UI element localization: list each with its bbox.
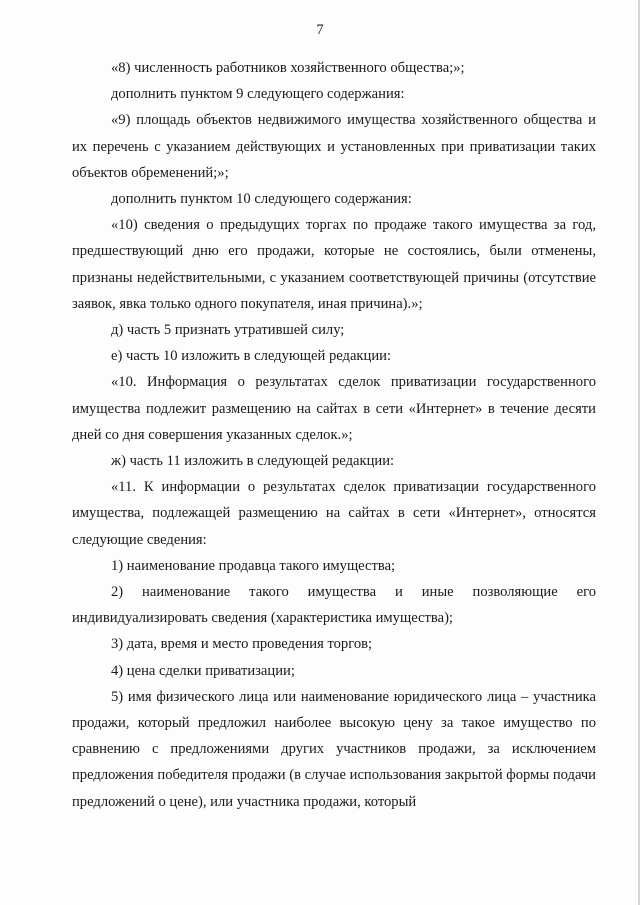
paragraph-add-item-9: дополнить пунктом 9 следующего содержания:: [111, 86, 405, 103]
list-item-5: 5) имя физического лица или наименование юридического лица – участника продажи, который предложил наиболее высокую цену за такое имущество по сравнению с предложениями других участников продажи, за исключением предложения победителя продажи (в случае использования закрытой формы подачи предложений о цене), или участника продажи, который: [72, 688, 596, 810]
paragraph-part-11-text: «11. К информации о результатах сделок приватизации государственного имущества, подлежащей размещению на сайтах в сети «Интернет», относятся следующие сведения:: [72, 479, 596, 548]
paragraph-part-10-text: «10. Информация о результатах сделок приватизации государственного имущества подлежит размещению на сайтах в сети «Интернет» в течение десяти дней со дня совершения указанных сделок.»;: [72, 374, 596, 443]
paragraph-item-10: «10) сведения о предыдущих торгах по продаже такого имущества за год, предшествующий дню его продажи, которые не состоялись, были отменены, признаны недействительными, с указанием соответствующей причины (отсутствие заявок, явка только одного покупателя, иная причина).»;: [72, 217, 596, 312]
paragraph-part-10-intro: е) часть 10 изложить в следующей редакции:: [111, 348, 392, 365]
paragraph-part-11-intro: ж) часть 11 изложить в следующей редакции:: [111, 453, 395, 470]
list-item-4: 4) цена сделки приватизации;: [111, 662, 295, 679]
paragraph-part-5: д) часть 5 признать утратившей силу;: [111, 322, 345, 339]
list-item-2: 2) наименование такого имущества и иные позволяющие его индивидуализировать сведения (характеристика имущества);: [72, 584, 596, 627]
list-item-3: 3) дата, время и место проведения торгов;: [111, 636, 373, 653]
page-number: 7: [316, 22, 324, 38]
document-body: [72, 55, 596, 815]
paragraph-item-8: «8) численность работников хозяйственного общества;»;: [111, 60, 465, 76]
paragraph-item-9: «9) площадь объектов недвижимого имущества хозяйственного общества и их перечень с указанием действующих и установленных при приватизации таких объектов обременений;»;: [72, 112, 596, 181]
list-item-1: 1) наименование продавца такого имущества;: [111, 557, 396, 574]
paragraph-add-item-10: дополнить пунктом 10 следующего содержания:: [111, 191, 412, 208]
